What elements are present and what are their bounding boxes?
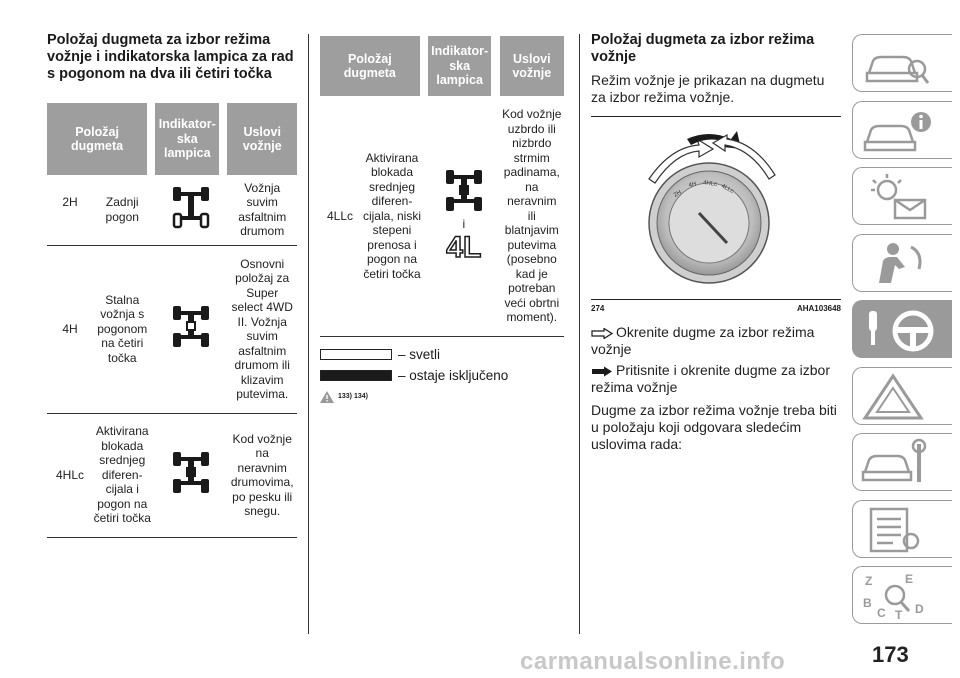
svg-text:E: E xyxy=(905,572,914,586)
note-refs: 133) 134) xyxy=(338,393,368,400)
svg-text:B: B xyxy=(863,596,872,610)
row-description: Zadnji pogon xyxy=(105,195,139,224)
table-header-row xyxy=(320,36,564,96)
drive-mode-table xyxy=(47,103,297,538)
watermark: carmanualsonline.info xyxy=(520,648,786,675)
index-abc-icon xyxy=(861,571,931,621)
row-description: Aktivirana blokada srednjeg diferen-cijala, niski stepeni prenosa i pogon na četiri točka xyxy=(362,150,421,281)
drive-mode-table-cont xyxy=(320,36,564,337)
knob-label-4h: 4H xyxy=(688,181,697,189)
table-row xyxy=(47,413,297,537)
tab-maintenance[interactable] xyxy=(852,433,952,491)
step-text: Pritisnite i okrenite dugme za izbor režima vožnje xyxy=(591,362,830,395)
row-position: 2H xyxy=(62,195,78,210)
legend-dark-swatch xyxy=(320,370,392,381)
row-conditions: Vožnja suvim asfaltnim drumom xyxy=(227,175,297,245)
header-indicator: Indikator-ska lampica xyxy=(428,36,491,96)
car-info-icon xyxy=(861,39,931,89)
row-description: Aktivirana blokada srednjeg diferen-cijala i pogon na četiri točka xyxy=(93,424,151,526)
solid-arrow-icon xyxy=(591,366,613,377)
drivetrain-4wd-lock-icon xyxy=(155,413,227,537)
row-conditions: Kod vožnje na neravnim drumovima, po pesku ili snegu. xyxy=(227,413,297,537)
legend-off xyxy=(320,368,564,383)
row-position: 4H xyxy=(62,321,78,336)
indicator-joiner: i xyxy=(462,217,466,232)
airbag-seatbelt-icon xyxy=(861,239,931,289)
tab-safety[interactable] xyxy=(852,234,952,292)
tab-emergency[interactable] xyxy=(852,367,952,425)
svg-text:D: D xyxy=(915,602,924,616)
row-description: Stalna vožnja s pogonom na četiri točka xyxy=(97,292,148,365)
legend-light-swatch xyxy=(320,349,392,360)
warning-triangle-icon xyxy=(320,391,334,403)
intro-text: Režim vožnje je prikazan na dugmetu za izbor režima vožnje. xyxy=(591,72,825,105)
car-info-i-icon xyxy=(861,106,931,156)
drivetrain-4wd-lock-icon xyxy=(443,168,485,214)
table-row xyxy=(47,245,297,413)
drive-mode-knob-illustration xyxy=(591,117,841,301)
key-steering-icon xyxy=(861,305,951,355)
header-position: Položaj dugmeta xyxy=(320,36,420,96)
knob-label-4llc: 4LLc xyxy=(720,183,735,195)
chapter-tabs xyxy=(852,34,960,633)
svg-text:Z: Z xyxy=(865,574,873,588)
left-column xyxy=(47,32,297,538)
table-row xyxy=(320,96,564,336)
header-conditions: Uslovi vožnje xyxy=(227,103,297,175)
table-header-row xyxy=(47,103,297,175)
figure-code: AHA103648 xyxy=(796,304,841,313)
header-indicator: Indikator-ska lampica xyxy=(155,103,219,175)
section-heading: Položaj dugmeta za izbor režima vožnje xyxy=(591,32,815,65)
drivetrain-4wd-icon xyxy=(155,245,227,413)
tab-index[interactable] xyxy=(852,566,952,624)
svg-text:T: T xyxy=(895,608,903,621)
figure-number: 274 xyxy=(591,304,605,313)
step-press-rotate xyxy=(591,362,841,396)
warning-triangle-icon xyxy=(861,372,931,422)
warning-notes xyxy=(320,391,564,403)
outro-text: Dugme za izbor režima vožnje treba biti u položaju koji odgovara sledećim uslovima rada: xyxy=(591,402,837,452)
knob-label-4hlc: 4HLc xyxy=(702,180,718,188)
step-text: Okrenite dugme za izbor režima vožnje xyxy=(591,324,815,357)
legend-lit xyxy=(320,347,564,362)
column-divider xyxy=(579,34,580,634)
step-rotate xyxy=(591,324,841,358)
row-position: 4HLc xyxy=(55,467,84,482)
tab-car-info-i[interactable] xyxy=(852,101,952,159)
row-conditions: Kod vožnje uzbrdo ili nizbrdo strmim padinama, na neravnim ili blatnjavim putevima (posebno kad je potreban veći obrtni moment). xyxy=(500,96,564,336)
tab-warning-lights[interactable] xyxy=(852,167,952,225)
tab-technical-data[interactable] xyxy=(852,500,952,558)
middle-column xyxy=(320,36,564,403)
page-number: 173 xyxy=(872,642,909,667)
header-position: Položaj dugmeta xyxy=(47,103,147,175)
car-service-icon xyxy=(861,438,931,488)
header-conditions: Uslovi vožnje xyxy=(500,36,564,96)
svg-text:C: C xyxy=(877,606,886,620)
specs-list-icon xyxy=(861,505,931,555)
knob-label-2h: 2H xyxy=(673,189,683,199)
low-range-4l-indicator: 4L xyxy=(446,230,482,264)
tab-starting-driving[interactable] xyxy=(852,300,952,358)
indicator-cell xyxy=(428,96,500,336)
legend-label: – ostaje isključeno xyxy=(398,367,509,383)
tab-car-info[interactable] xyxy=(852,34,952,92)
warning-light-mail-icon xyxy=(861,172,931,222)
row-position: 4LLc xyxy=(326,208,354,223)
outline-arrow-icon xyxy=(591,328,613,339)
table-row xyxy=(47,175,297,245)
column-divider xyxy=(308,34,309,634)
right-column xyxy=(591,32,841,453)
drivetrain-2wd-icon xyxy=(155,175,227,245)
section-heading: Položaj dugmeta za izbor režima vožnje i indikatorska lampica za rad s pogonom na dva ili četiri točka xyxy=(47,32,294,82)
row-conditions: Osnovni položaj za Super select 4WD II. Vožnja suvim asfaltnim drumom ili klizavim putevima. xyxy=(227,245,297,413)
knob-figure xyxy=(591,116,841,313)
legend-label: – svetli xyxy=(398,346,441,362)
